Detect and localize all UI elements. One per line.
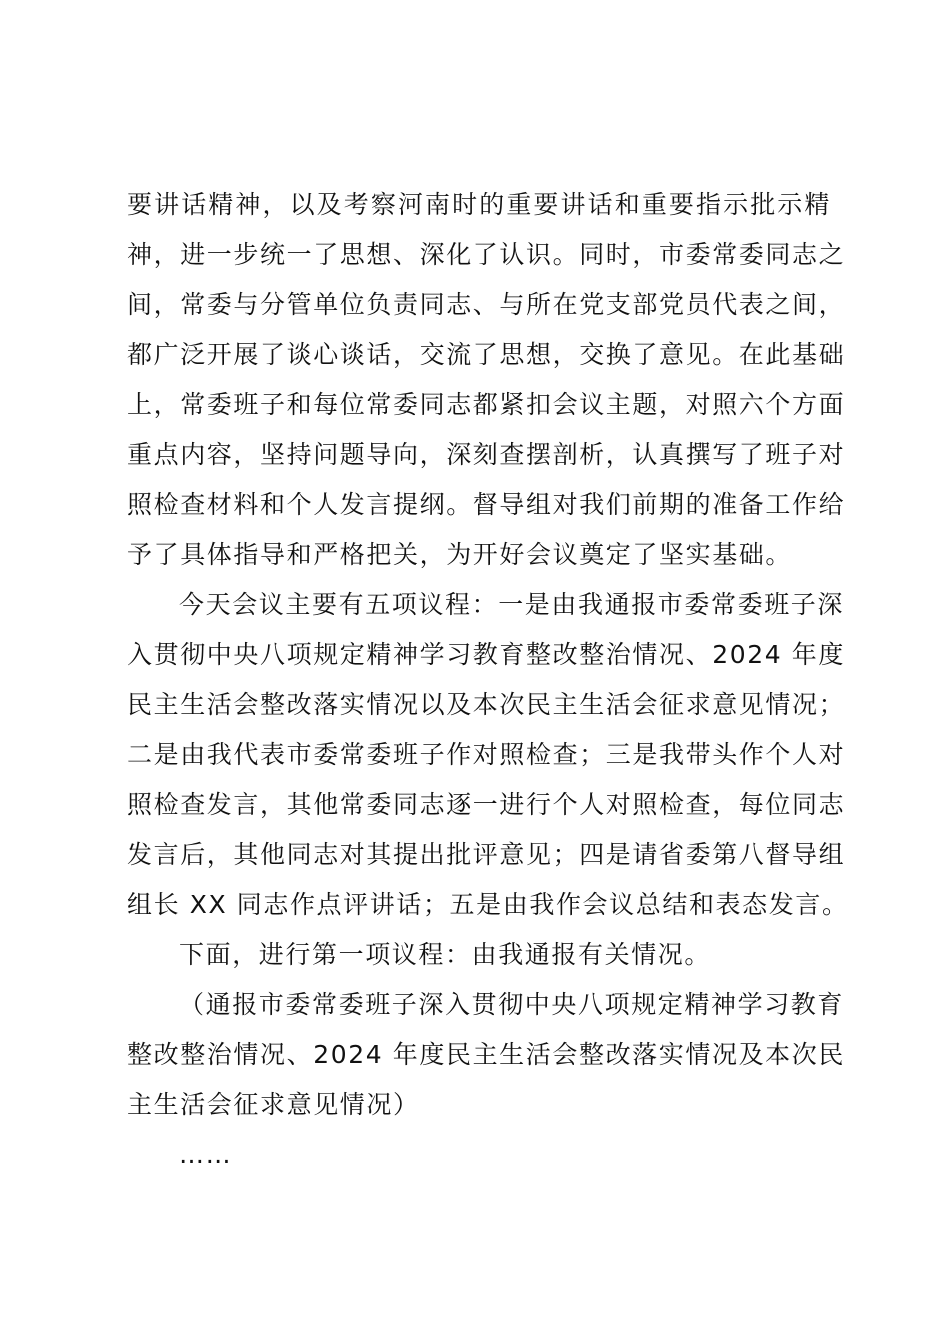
text-line: 民主生活会整改落实情况以及本次民主生活会征求意见情况； (127, 690, 846, 719)
text-line: 要讲话精神，以及考察河南时的重要讲话和重要指示批示精 (127, 190, 831, 219)
text-line: 上，常委班子和每位常委同志都紧扣会议主题，对照六个方面 (127, 390, 846, 419)
text-line: 照检查发言，其他常委同志逐一进行个人对照检查，每位同志 (127, 790, 846, 819)
text-line: 都广泛开展了谈心谈话，交流了思想，交换了意见。在此基础 (127, 340, 846, 369)
text-line: 重点内容，坚持问题导向，深刻查摆剖析，认真撰写了班子对 (127, 440, 846, 469)
text-line: 神，进一步统一了思想、深化了认识。同时，市委常委同志之 (127, 240, 846, 269)
paragraph-ellipsis (127, 1130, 831, 1180)
document-body (127, 180, 849, 1180)
text-line: 予了具体指导和严格把关，为开好会议奠定了坚实基础。 (127, 540, 793, 569)
text-line: （通报市委常委班子深入贯彻中央八项规定精神学习教育 (179, 990, 845, 1019)
text-line: 发言后，其他同志对其提出批评意见；四是请省委第八督导组 (127, 840, 846, 869)
paragraph-first-item (127, 930, 831, 980)
text-line: 整改整治情况、2024 年度民主生活会整改落实情况及本次民 (127, 1040, 845, 1069)
text-line: 下面，进行第一项议程：由我通报有关情况。 (179, 940, 712, 969)
text-line: 照检查材料和个人发言提纲。督导组对我们前期的准备工作给 (127, 490, 846, 519)
text-line: 主生活会征求意见情况） (127, 1090, 420, 1119)
text-line: 二是由我代表市委常委班子作对照检查；三是我带头作个人对 (127, 740, 846, 769)
ellipsis-text: …… (179, 1140, 233, 1169)
text-line: 入贯彻中央八项规定精神学习教育整改整治情况、2024 年度 (127, 640, 845, 669)
text-line: 组长 XX 同志作点评讲话；五是由我作会议总结和表态发言。 (127, 890, 849, 919)
text-line: 今天会议主要有五项议程：一是由我通报市委常委班子深 (179, 590, 845, 619)
text-line: 间，常委与分管单位负责同志、与所在党支部党员代表之间， (127, 290, 846, 319)
paragraph-report-note (127, 980, 845, 1130)
paragraph-agenda (127, 580, 849, 930)
paragraph-preparation (127, 180, 846, 580)
